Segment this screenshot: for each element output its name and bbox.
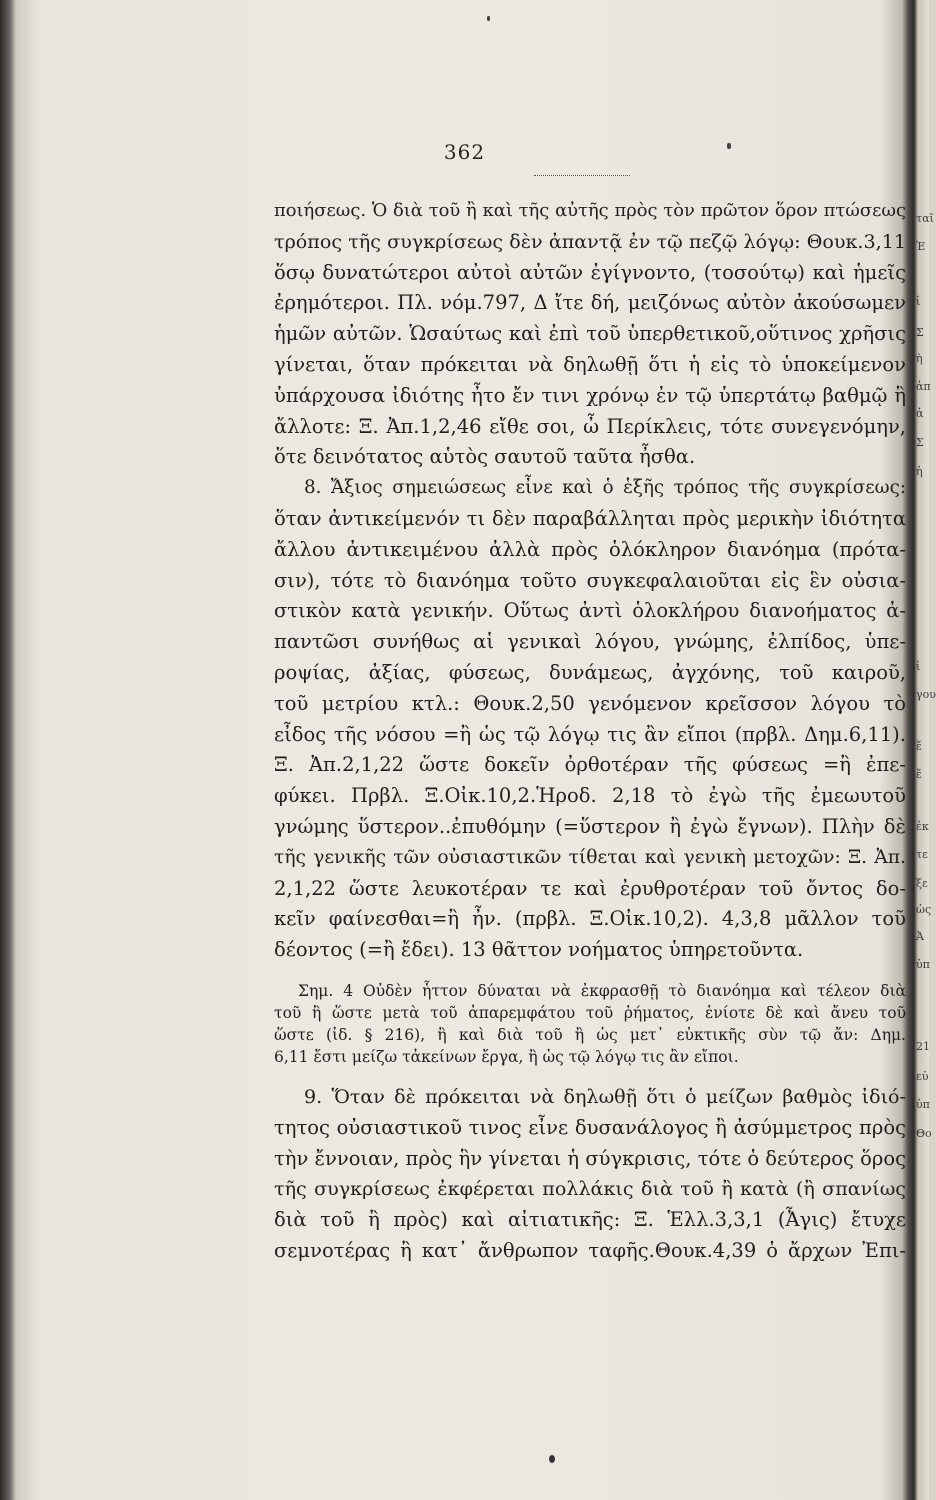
text-line: ἄλλοτε: Ξ. Ἀπ.1,2,46 εἴθε σοι, ὦ Περίκλεις, τότε συνεγενόμην, bbox=[274, 414, 906, 438]
text-line: διὰ τοῦ ἢ πρὸς) καὶ αἰτιατικῆς: Ξ. Ἑλλ.3,3,1 (Ἆγις) ἔτυχε bbox=[274, 1208, 906, 1232]
text-line: γίνεται, ὅταν πρόκειται νὰ δηλωθῇ ὅτι ἡ εἰς τὸ ὑποκείμενον bbox=[274, 352, 906, 376]
note-line: 6,11 ἔστι μείζω τἀκείνων ἔργα, ἢ ὡς τῷ λόγῳ τις ἂν εἴποι. bbox=[274, 1047, 739, 1066]
text-line: ὅτε δεινότατος αὑτὸς σαυτοῦ ταῦτα ἦσθα. bbox=[274, 445, 696, 469]
text-line: ποιήσεως. Ὁ διὰ τοῦ ἢ καὶ τῆς αὐτῆς πρὸς τὸν πρῶτον ὅρον πτώσεως bbox=[274, 200, 906, 221]
text-line: γνώμης ὕστερον..ἐπυθόμην (=ὕστερον ἢ ἐγὼ ἔγνων). Πλὴν δὲ bbox=[274, 814, 906, 838]
text-line: 2,1,22 ὥστε λευκοτέραν τε καὶ ἐρυθροτέραν τοῦ ὄντος δο- bbox=[274, 876, 906, 900]
text-line: στικὸν κατὰ γενικήν. Οὕτως ἀντὶ ὁλοκλήρου διανοήματος ἀ- bbox=[274, 599, 906, 623]
ink-mark bbox=[727, 143, 731, 149]
paragraph-continuation bbox=[274, 196, 906, 473]
text-line: τητος οὐσιαστικοῦ τινος εἶνε δυσανάλογος ἢ ἀσύμμετρος πρὸς bbox=[274, 1115, 906, 1139]
adjacent-page-edge: ταῖ Ἐ ἱ Σ ὴ ἀπ ἀ Σ ἡ ἱ γου ἔ ἔ ἐκ τε ξε ὡς Ἀ ὑπ 21 εὐ ὑπ Θο bbox=[916, 212, 936, 1140]
note-line: Σημ. 4 Οὐδὲν ἧττον δύναται νὰ ἐκφρασθῇ τὸ διανόημα καὶ τέλεον διὰ bbox=[298, 981, 906, 1000]
text-line: Ξ. Ἀπ.2,1,22 ὥστε δοκεῖν ὀρθοτέραν τῆς φύσεως =ἢ ἐπε- bbox=[274, 753, 906, 777]
text-line: τῆς γενικῆς τῶν οὐσιαστικῶν τίθεται καὶ γενικὴ μετοχῶν: Ξ. Ἀπ. bbox=[274, 846, 906, 868]
text-line: ὅταν ἀντικείμενόν τι δὲν παραβάλληται πρὸς μερικὴν ἰδιότητα bbox=[274, 506, 906, 530]
text-line: κεῖν φαίνεσθαι=ἢ ἦν. (πρβλ. Ξ.Οἰκ.10,2). 4,3,8 μᾶλλον τοῦ bbox=[274, 907, 906, 931]
page-number-rule bbox=[534, 175, 630, 176]
text-line: δέοντος (=ἢ ἔδει). 13 θᾶττον νοήματος ὑπηρετοῦντα. bbox=[274, 938, 804, 962]
text-line: 9. Ὅταν δὲ πρόκειται νὰ δηλωθῇ ὅτι ὁ μείζων βαθμὸς ἰδιό- bbox=[304, 1084, 906, 1108]
text-line: ὅσῳ δυνατώτεροι αὐτοὶ αὐτῶν ἐγίγνοντο, (τοσούτῳ) καὶ ἡμεῖς bbox=[274, 260, 906, 284]
text-line: τὴν ἔννοιαν, πρὸς ἣν γίνεται ἡ σύγκρισις, τότε ὁ δεύτερος ὅρος bbox=[274, 1146, 907, 1170]
text-line: ροψίας, ἀξίας, φύσεως, δυνάμεως, ἀγχόνης, τοῦ καιροῦ, bbox=[274, 660, 906, 684]
text-line: ὑπάρχουσα ἰδιότης ἦτο ἔν τινι χρόνῳ ἐν τῷ ὑπερτάτῳ βαθμῷ ἢ bbox=[274, 383, 906, 407]
text-line: τῆς συγκρίσεως ἐκφέρεται πολλάκις διὰ τοῦ ἢ κατὰ (ἢ σπανίως bbox=[274, 1177, 906, 1201]
text-line: σιν), τότε τὸ διανόημα τοῦτο συγκεφαλαιοῦται εἰς ἓν οὐσια- bbox=[274, 568, 906, 592]
paragraph-9 bbox=[274, 1082, 906, 1267]
text-line: ἡμῶν αὐτῶν. Ὡσαύτως καὶ ἐπὶ τοῦ ὑπερθετικοῦ,οὕτινος χρῆσις bbox=[274, 322, 906, 346]
body-text bbox=[274, 196, 906, 1267]
text-line: τρόπος τῆς συγκρίσεως δὲν ἀπαντᾷ ἐν τῷ πεζῷ λόγῳ: Θουκ.3,11 bbox=[274, 229, 906, 253]
note-line: ὥστε (ἰδ. § 216), ἢ καὶ διὰ τοῦ ἢ ὡς μετ᾿ εὐκτικῆς σὺν τῷ ἄν: Δημ. bbox=[274, 1025, 906, 1044]
text-line: ἄλλου ἀντικειμένου ἀλλὰ πρὸς ὁλόκληρον διανόημα (πρότα- bbox=[274, 537, 906, 561]
footnote bbox=[274, 980, 906, 1068]
text-line: φύκει. Πρβλ. Ξ.Οἰκ.10,2.Ἡροδ. 2,18 τὸ ἐγὼ τῆς ἐμεωυτοῦ bbox=[274, 784, 906, 808]
note-line: τοῦ ἢ ὥστε μετὰ τοῦ ἀπαρεμφάτου τοῦ ῥήματος, ἐνίοτε δὲ καὶ ἄνευ τοῦ bbox=[274, 1003, 906, 1022]
text-line: τοῦ μετρίου κτλ.: Θουκ.2,50 γενόμενον κρεῖσσον λόγου τὸ bbox=[274, 691, 906, 715]
text-line: ἐρημότεροι. Πλ. νόμ.797, Δ ἴτε δή, μειζόνως αὐτὸν ἀκούσωμεν bbox=[274, 291, 906, 315]
paragraph-8 bbox=[274, 473, 906, 966]
text-line: εἶδος τῆς νόσου =ἢ ὡς τῷ λόγῳ τις ἂν εἴποι (πρβλ. Δημ.6,11). bbox=[274, 722, 906, 746]
page-number: 362 bbox=[443, 140, 486, 164]
ink-mark bbox=[487, 16, 490, 21]
text-line: σεμνοτέρας ἢ κατ᾿ ἄνθρωπον ταφῆς.Θουκ.4,39 ὁ ἄρχων Ἐπι- bbox=[274, 1238, 906, 1262]
text-line: 8. Ἄξιος σημειώσεως εἶνε καὶ ὁ ἑξῆς τρόπος τῆς συγκρίσεως: bbox=[304, 477, 906, 499]
ink-speck bbox=[549, 1455, 555, 1463]
text-line: παντῶσι συνήθως αἱ γενικαὶ λόγου, γνώμης, ἐλπίδος, ὑπε- bbox=[274, 630, 906, 654]
